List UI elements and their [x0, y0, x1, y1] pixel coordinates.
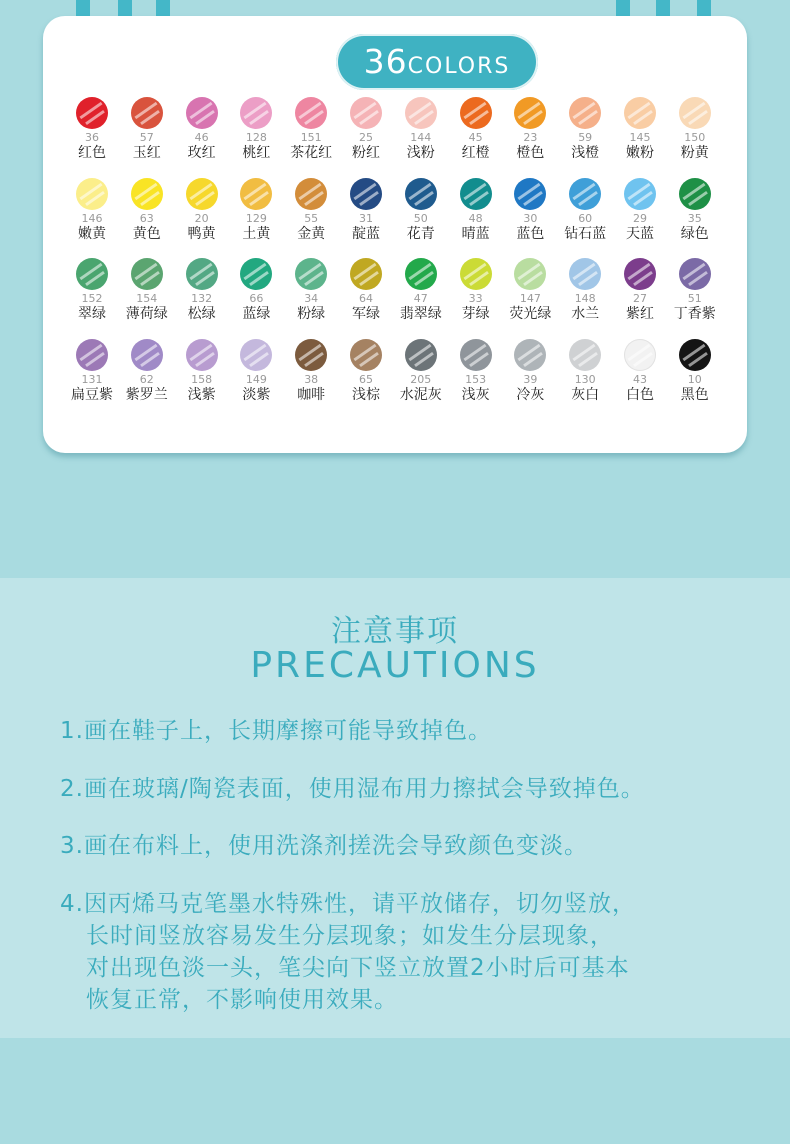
- color-name: 红橙: [461, 145, 490, 161]
- color-dot: [131, 178, 163, 210]
- color-swatch: [668, 258, 722, 323]
- color-number: 131: [81, 372, 103, 386]
- color-dot: [405, 258, 437, 290]
- color-number: 151: [300, 131, 322, 144]
- color-number: 62: [139, 372, 154, 386]
- color-name: 灰白: [571, 386, 600, 403]
- color-name: 浅紫: [187, 386, 216, 403]
- color-name: 花青: [406, 225, 435, 242]
- color-name: 粉红: [352, 145, 380, 161]
- color-number: 31: [359, 211, 373, 225]
- color-name: 军绿: [352, 306, 380, 322]
- color-number: 150: [684, 131, 706, 144]
- color-name: 土黄: [242, 225, 271, 242]
- color-number: 33: [468, 292, 483, 305]
- color-dot: [514, 258, 546, 290]
- precaution-line: 长时间竖放容易发生分层现象；如发生分层现象，: [86, 923, 614, 949]
- color-dot: [350, 258, 382, 290]
- color-swatch: [668, 339, 722, 404]
- color-name: 咖啡: [297, 386, 326, 403]
- color-dot: [460, 97, 492, 129]
- color-name: 玫红: [187, 145, 216, 161]
- color-name: 薄荷绿: [125, 306, 168, 322]
- color-name: 翠绿: [78, 306, 106, 322]
- color-name: 天蓝: [626, 225, 654, 242]
- color-name: 芽绿: [461, 306, 490, 322]
- color-number: 51: [687, 292, 702, 305]
- color-name: 红色: [78, 145, 106, 161]
- color-name: 鸭黄: [187, 225, 216, 242]
- color-dot: [679, 97, 711, 129]
- color-name: 紫罗兰: [125, 386, 168, 403]
- color-dot: [679, 178, 711, 210]
- color-dot: [569, 97, 601, 129]
- color-name: 靛蓝: [352, 225, 380, 242]
- color-dot: [295, 97, 327, 129]
- color-name: 水兰: [571, 306, 600, 322]
- color-name: 浅灰: [461, 386, 490, 403]
- color-dot: [186, 339, 218, 371]
- color-number: 128: [245, 131, 267, 144]
- color-number: 153: [465, 372, 487, 386]
- color-dot: [131, 339, 163, 371]
- color-swatch: [668, 97, 722, 162]
- precaution-line: 恢复正常，不影响使用效果。: [86, 987, 398, 1013]
- color-name: 粉绿: [297, 306, 326, 322]
- color-dot: [624, 339, 656, 371]
- color-number: 144: [410, 131, 432, 144]
- color-dot: [186, 258, 218, 290]
- color-dot: [405, 178, 437, 210]
- color-name: 橙色: [516, 145, 545, 161]
- color-dot: [405, 97, 437, 129]
- precautions-title-en: PRECAUTIONS: [250, 645, 540, 686]
- color-number: 45: [468, 131, 483, 144]
- color-dot: [624, 258, 656, 290]
- color-dot: [240, 178, 272, 210]
- color-number: 29: [633, 211, 647, 225]
- color-dot: [569, 178, 601, 210]
- color-number: 147: [519, 292, 541, 305]
- color-number: 10: [687, 372, 702, 386]
- color-dot: [295, 339, 327, 371]
- color-dot: [295, 178, 327, 210]
- color-number: 64: [359, 292, 373, 305]
- color-dot: [624, 97, 656, 129]
- color-dot: [624, 178, 656, 210]
- color-number: 158: [191, 372, 213, 386]
- color-number: 63: [139, 211, 154, 225]
- color-name: 紫红: [626, 306, 654, 322]
- color-dot: [76, 339, 108, 371]
- color-name: 白色: [626, 386, 654, 403]
- color-number: 55: [304, 211, 319, 225]
- color-dot: [514, 339, 546, 371]
- color-number: 20: [194, 211, 209, 225]
- color-number: 34: [304, 292, 319, 305]
- color-name: 水泥灰: [399, 386, 442, 403]
- color-dot: [350, 178, 382, 210]
- color-dot: [514, 178, 546, 210]
- color-name: 绿色: [680, 225, 709, 242]
- color-dot: [350, 339, 382, 371]
- color-number: 27: [633, 292, 647, 305]
- precaution-item: [60, 773, 740, 805]
- color-dot: [295, 258, 327, 290]
- color-number: 46: [194, 131, 209, 144]
- color-name: 黑色: [680, 386, 709, 403]
- color-dot: [76, 178, 108, 210]
- color-number: 130: [574, 372, 596, 386]
- color-number: 50: [413, 211, 428, 225]
- color-name: 冷灰: [516, 386, 545, 403]
- color-dot: [186, 97, 218, 129]
- color-number: 43: [633, 372, 647, 386]
- color-number: 35: [687, 211, 702, 225]
- color-name: 浅棕: [352, 386, 380, 403]
- color-name: 蓝色: [516, 225, 545, 242]
- color-name: 浅粉: [406, 145, 435, 161]
- color-name: 丁香紫: [673, 306, 716, 322]
- color-name: 金黄: [297, 225, 326, 242]
- color-number: 146: [81, 211, 103, 225]
- color-dot: [460, 178, 492, 210]
- color-number: 60: [578, 211, 593, 225]
- color-number: 30: [523, 211, 538, 225]
- precaution-item: [60, 715, 740, 747]
- color-dot: [76, 258, 108, 290]
- color-number: 23: [523, 131, 538, 144]
- color-dot: [569, 339, 601, 371]
- color-dot: [679, 339, 711, 371]
- color-dot: [460, 339, 492, 371]
- color-number: 152: [81, 292, 103, 305]
- color-number: 65: [359, 372, 373, 386]
- color-name: 玉红: [132, 145, 161, 161]
- color-dot: [679, 258, 711, 290]
- color-name: 晴蓝: [461, 225, 490, 242]
- color-number: 59: [578, 131, 593, 144]
- color-number: 205: [410, 372, 432, 386]
- color-number: 149: [245, 372, 267, 386]
- color-number: 145: [629, 131, 651, 144]
- color-number: 57: [139, 131, 154, 144]
- precaution-item: [60, 888, 740, 1016]
- color-name: 嫩黄: [78, 225, 106, 242]
- color-number: 129: [245, 211, 267, 225]
- badge-word: COLORS: [407, 54, 511, 79]
- color-number: 39: [523, 372, 538, 386]
- color-dot: [405, 339, 437, 371]
- color-number: 66: [249, 292, 264, 305]
- color-name: 钻石蓝: [564, 225, 607, 242]
- color-dot: [569, 258, 601, 290]
- color-dot: [76, 97, 108, 129]
- color-name: 黄色: [132, 225, 161, 242]
- color-number: 36: [85, 131, 99, 144]
- color-name: 嫩粉: [626, 145, 654, 161]
- precaution-line: 对出现色淡一头，笔尖向下竖立放置2小时后可基本: [86, 955, 630, 981]
- precaution-line: 2.画在玻璃/陶瓷表面，使用湿布用力擦拭会导致掉色。: [60, 776, 645, 802]
- color-name: 翡翠绿: [399, 306, 442, 322]
- color-number: 154: [136, 292, 158, 305]
- color-number: 25: [359, 131, 373, 144]
- color-card: [43, 16, 747, 453]
- color-dot: [186, 178, 218, 210]
- precaution-line: 3.画在布料上，使用洗涤剂搓洗会导致颜色变淡。: [60, 833, 588, 859]
- color-dot: [514, 97, 546, 129]
- color-name: 粉黄: [680, 145, 709, 161]
- color-dot: [131, 97, 163, 129]
- precautions-title-cn: 注意事项: [331, 614, 459, 649]
- color-number: 132: [191, 292, 213, 305]
- precaution-line: 4.因丙烯马克笔墨水特殊性，请平放储存，切勿竖放，: [60, 891, 636, 917]
- color-name: 浅橙: [571, 145, 600, 161]
- color-number: 148: [574, 292, 596, 305]
- bottom-band: [0, 1038, 790, 1144]
- color-dot: [240, 258, 272, 290]
- color-number: 38: [304, 372, 319, 386]
- color-dot: [240, 339, 272, 371]
- color-swatch: [668, 178, 722, 243]
- color-number: 48: [468, 211, 483, 225]
- badge-number: 36: [363, 42, 408, 81]
- color-name: 松绿: [187, 306, 216, 322]
- color-number: 47: [413, 292, 428, 305]
- color-name: 茶花红: [290, 145, 333, 161]
- precaution-item: [60, 830, 740, 862]
- color-name: 蓝绿: [242, 306, 271, 322]
- color-dot: [460, 258, 492, 290]
- color-dot: [131, 258, 163, 290]
- color-dot: [350, 97, 382, 129]
- color-name: 淡紫: [242, 386, 271, 403]
- color-name: 扁豆紫: [71, 386, 113, 403]
- color-name: 桃红: [242, 145, 271, 161]
- color-dot: [240, 97, 272, 129]
- colors-badge: [336, 34, 538, 90]
- precaution-line: 1.画在鞋子上，长期摩擦可能导致掉色。: [60, 718, 492, 744]
- color-name: 荧光绿: [509, 306, 552, 322]
